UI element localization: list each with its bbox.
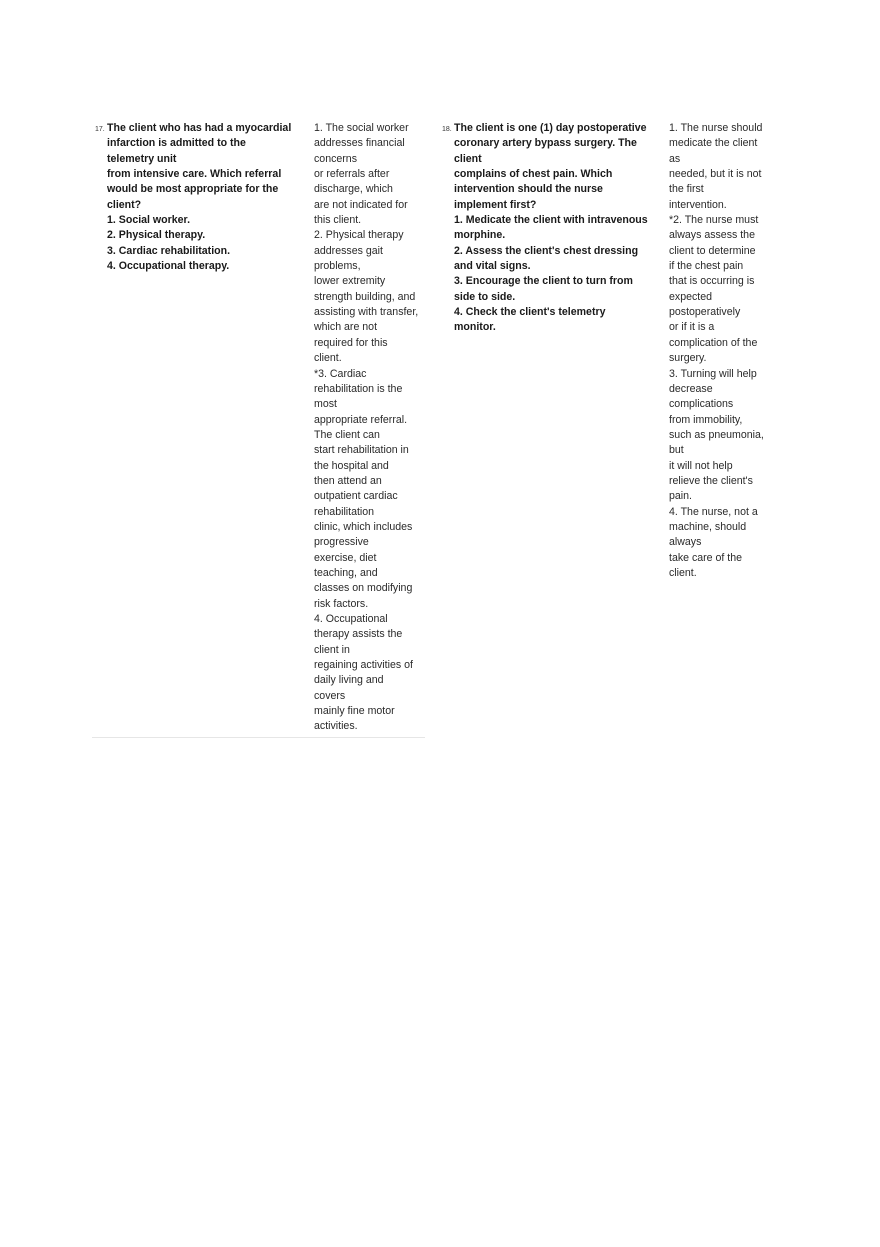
text-line: lower extremity [314,275,386,288]
text-line: complains of chest pain. Which [454,168,613,181]
text-line: daily living and [314,674,384,687]
question-18-text [454,121,648,336]
text-line: covers [314,689,346,702]
text-line: client? [107,198,142,211]
text-line: addresses financial [314,137,405,150]
text-line: which are not [314,321,378,334]
text-line: 3. Encourage the client to turn from [454,275,633,288]
text-line: side to side. [454,290,516,303]
text-line: but [669,444,684,457]
text-line: would be most appropriate for the [107,183,279,196]
text-line: needed, but it is not [669,168,762,181]
text-line: medicate the client [669,137,758,150]
text-line: discharge, which [314,183,393,196]
text-line: or referrals after [314,168,390,181]
text-line: 2. Physical therapy [314,229,404,242]
text-line: relieve the client's [669,474,753,487]
text-line: 4. Check the client's telemetry [454,306,606,319]
text-line: monitor. [454,321,496,334]
text-line: client. [669,566,697,579]
text-line: mainly fine motor [314,705,395,718]
text-line: 2. Physical therapy. [107,229,206,242]
text-line: from immobility, [669,413,743,426]
text-line: strength building, and [314,290,416,303]
text-line: morphine. [454,229,506,242]
text-line: complications [669,398,734,411]
text-line: postoperatively [669,306,741,319]
text-line: *3. Cardiac [314,367,367,380]
text-line: 3. Cardiac rehabilitation. [107,244,231,257]
text-line: clinic, which includes [314,520,413,533]
text-line: client. [314,352,342,365]
text-line: addresses gait [314,244,383,257]
text-line: required for this [314,336,388,349]
question-number-18: 18. [442,126,452,133]
text-line: progressive [314,536,369,549]
text-line: regaining activities of [314,659,413,672]
text-line: client to determine [669,244,756,257]
text-line: it will not help [669,459,733,472]
text-line: exercise, diet [314,551,377,564]
text-line: outpatient cardiac [314,490,398,503]
text-line: intervention should the nurse [454,183,603,196]
text-line: expected [669,290,712,303]
text-line: coronary artery bypass surgery. The [454,137,637,150]
text-line: always assess the [669,229,755,242]
text-line: implement first? [454,198,537,211]
text-line: client in [314,643,350,656]
text-line: such as pneumonia, [669,428,764,441]
text-line: or if it is a [669,321,715,334]
text-line: rehabilitation is the [314,382,403,395]
text-line: problems, [314,260,361,273]
text-line: The client can [314,428,380,441]
text-line: 1. Medicate the client with intravenous [454,214,648,227]
text-line: decrease [669,382,713,395]
text-line: then attend an [314,474,382,487]
text-line: 1. The nurse should [669,122,763,134]
text-line: the hospital and [314,459,389,472]
text-line: surgery. [669,352,707,365]
text-line: teaching, and [314,566,378,579]
text-line: The client who has had a myocardial [107,122,292,134]
text-line: from intensive care. Which referral [107,168,282,181]
question-17-text [107,121,291,274]
text-line: start rehabilitation in [314,444,409,457]
question-17-rationale [314,121,418,735]
text-line: 2. Assess the client's chest dressing [454,244,639,257]
text-line: activities. [314,720,358,733]
text-line: The client is one (1) day postoperative [454,122,647,134]
text-line: pain. [669,490,692,503]
text-line: most [314,398,337,411]
text-line: intervention. [669,198,727,211]
text-line: that is occurring is [669,275,755,288]
text-line: assisting with transfer, [314,306,419,319]
text-line: 4. The nurse, not a [669,505,758,518]
text-line: always [669,536,702,549]
question-number-17: 17. [95,126,105,133]
text-line: 4. Occupational [314,613,388,625]
text-line: take care of the [669,551,743,564]
text-line: rehabilitation [314,505,375,518]
text-line: appropriate referral. [314,413,408,426]
text-line: therapy assists the [314,628,403,641]
text-line: 4. Occupational therapy. [107,260,230,273]
text-line: 3. Turning will help [669,367,757,380]
text-line: telemetry unit [107,152,177,165]
text-line: *2. The nurse must [669,214,759,227]
text-line: complication of the [669,336,758,349]
text-line: as [669,152,681,165]
text-line: classes on modifying [314,582,413,595]
text-line: risk factors. [314,597,369,610]
text-line: and vital signs. [454,260,531,273]
table-bottom-rule [92,737,425,738]
text-line: 1. Social worker. [107,214,191,227]
text-line: machine, should [669,520,747,533]
text-line: if the chest pain [669,260,744,273]
text-line: infarction is admitted to the [107,137,246,150]
text-line: the first [669,183,704,196]
text-line: this client. [314,214,362,227]
text-line: 1. The social worker [314,122,409,134]
question-18-rationale [669,121,764,581]
text-line: are not indicated for [314,198,408,211]
text-line: client [454,152,482,165]
text-line: concerns [314,152,357,165]
